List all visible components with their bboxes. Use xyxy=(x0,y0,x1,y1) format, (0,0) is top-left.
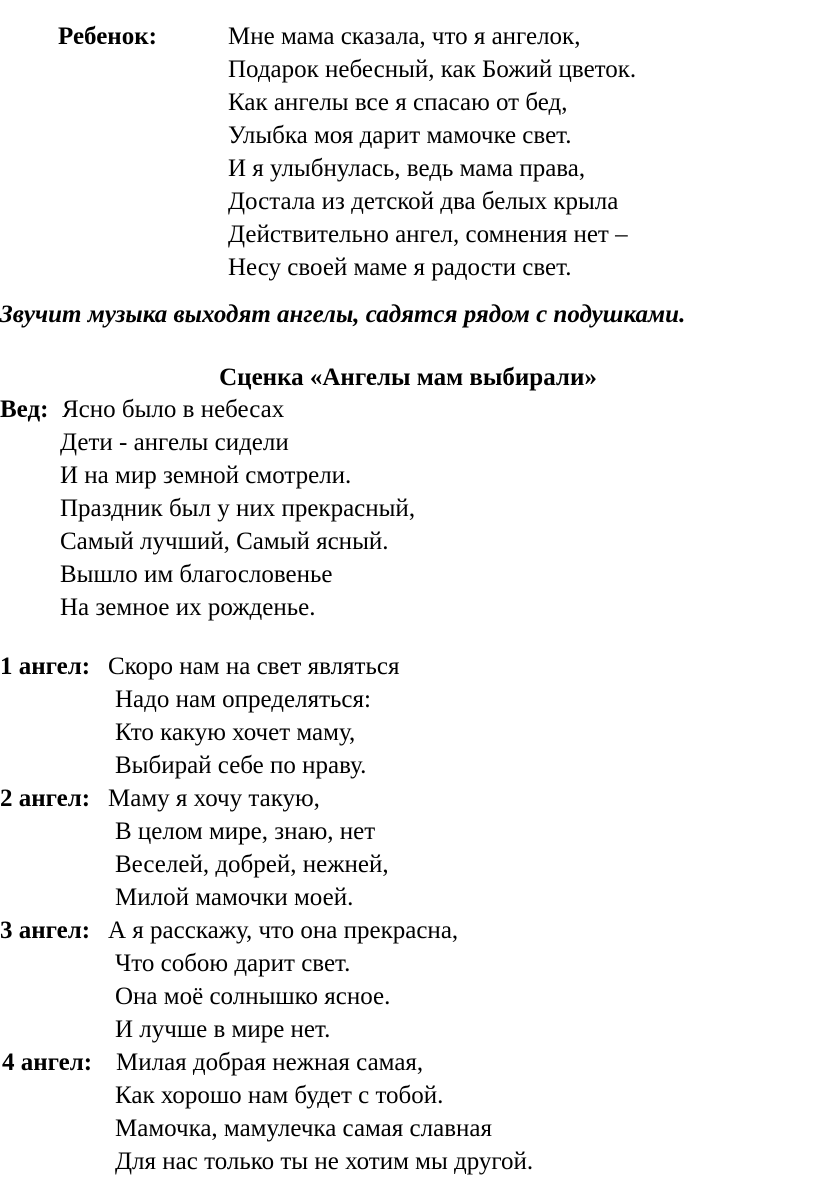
verse-line: Как хорошо нам будет с тобой. xyxy=(115,1082,444,1109)
verse-line: Веселей, добрей, нежней, xyxy=(115,851,389,878)
verse-line: Выбирай себе по нраву. xyxy=(115,752,367,779)
verse-line: Милой мамочки моей. xyxy=(115,884,354,911)
verse-line: А я расскажу, что она прекрасна, xyxy=(108,917,459,944)
verse-line: На земное их рожденье. xyxy=(60,594,316,621)
verse-line: Скоро нам на свет являться xyxy=(108,653,400,680)
verse-line: Ясно было в небесах xyxy=(62,396,285,423)
angel-speaker-label: 4 ангел: xyxy=(2,1049,93,1076)
verse-line: Подарок небесный, как Божий цветок. xyxy=(228,56,637,83)
verse-line: В целом мире, знаю, нет xyxy=(115,818,376,845)
verse-line: Надо нам определяться: xyxy=(115,686,371,713)
verse-line: Маму я хочу такую, xyxy=(108,785,320,812)
verse-line: Она моё солнышко ясное. xyxy=(115,983,391,1010)
verse-line: Вышло им благословенье xyxy=(60,561,333,588)
stage-direction: Звучит музыка выходят ангелы, садятся рядом с подушками. xyxy=(0,301,686,328)
verse-line: Достала из детской два белых крыла xyxy=(228,188,619,215)
host-speaker-label: Вед: xyxy=(0,396,49,423)
verse-line: И я улыбнулась, ведь мама права, xyxy=(228,155,586,182)
angel-speaker-label: 3 ангел: xyxy=(0,917,91,944)
scene-title: Сценка «Ангелы мам выбирали» xyxy=(219,364,597,391)
verse-line: Дети - ангелы сидели xyxy=(60,429,289,456)
angel-speaker-label: 1 ангел: xyxy=(0,653,91,680)
child-speaker-label: Ребенок: xyxy=(58,23,157,50)
verse-line: Кто какую хочет маму, xyxy=(115,719,356,746)
verse-line: Мне мама сказала, что я ангелок, xyxy=(228,23,581,50)
verse-line: Как ангелы все я спасаю от бед, xyxy=(228,89,568,116)
verse-line: Что собою дарит свет. xyxy=(115,950,351,977)
verse-line: И на мир земной смотрели. xyxy=(60,462,352,489)
angel-speaker-label: 2 ангел: xyxy=(0,785,91,812)
verse-line: Мамочка, мамулечка самая славная xyxy=(115,1115,492,1142)
verse-line: И лучше в мире нет. xyxy=(115,1016,331,1043)
verse-line: Праздник был у них прекрасный, xyxy=(60,495,416,522)
verse-line: Для нас только ты не хотим мы другой. xyxy=(115,1148,534,1175)
verse-line: Несу своей маме я радости свет. xyxy=(228,254,572,281)
verse-line: Самый лучший, Самый ясный. xyxy=(60,528,389,555)
verse-line: Улыбка моя дарит мамочке свет. xyxy=(228,122,572,149)
verse-line: Милая добрая нежная самая, xyxy=(116,1049,424,1076)
verse-line: Действительно ангел, сомнения нет – xyxy=(228,221,628,248)
